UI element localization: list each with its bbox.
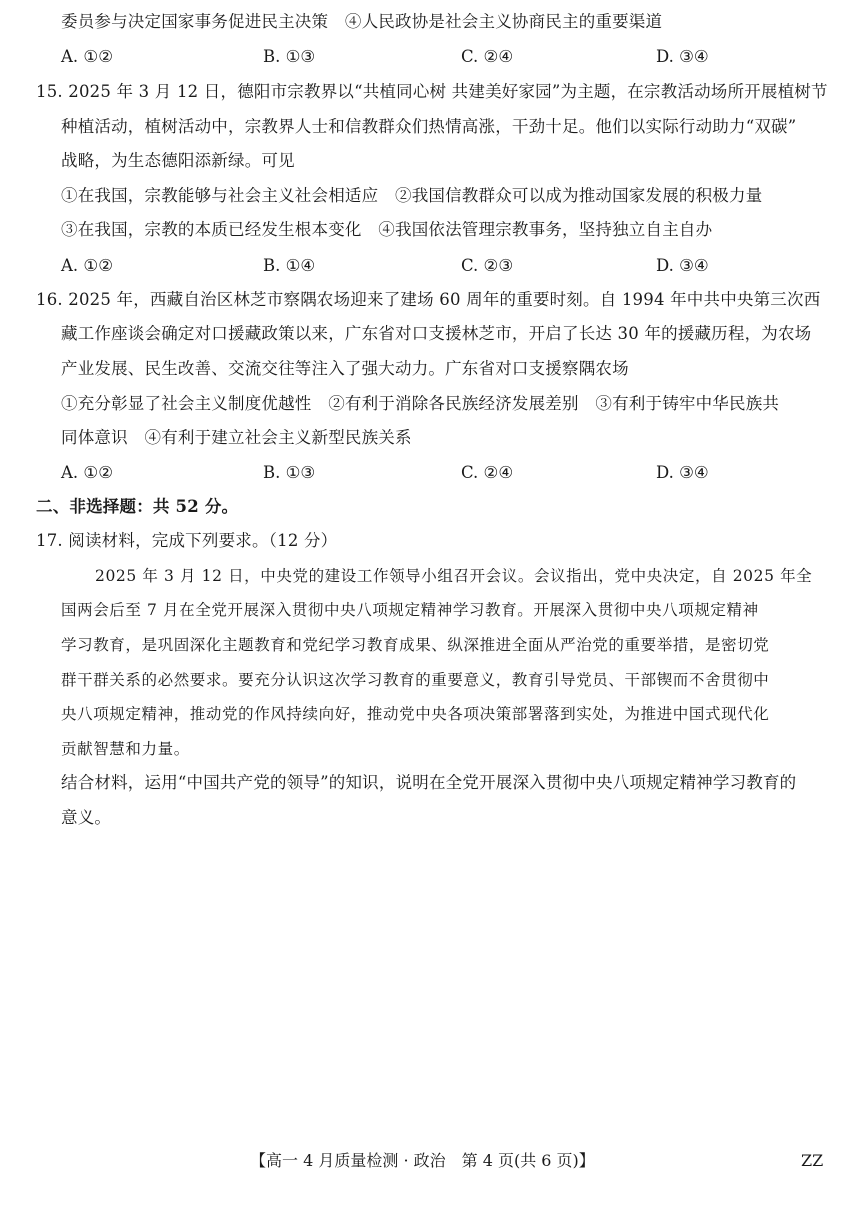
page-footer <box>0 1150 860 1174</box>
q15-stem-line-1: 15. 2025 年 3 月 12 日，德阳市宗教界以“共植同心树 共建美好家园”为主题，在宗教活动场所开展植树节 <box>36 82 828 101</box>
q16-option-b: B. ①③ <box>263 463 316 482</box>
q14-statement-line: 委员参与决定国家事务促进民主决策 ④人民政协是社会主义协商民主的重要渠道 <box>61 12 663 31</box>
q15-option-c: C. ②③ <box>461 256 514 275</box>
q14-option-b: B. ①③ <box>263 47 316 66</box>
q16-statements-line-2: 同体意识 ④有利于建立社会主义新型民族关系 <box>61 428 412 447</box>
q16-option-d: D. ③④ <box>656 463 709 482</box>
q15-statements-line-1: ①在我国，宗教能够与社会主义社会相适应 ②我国信教群众可以成为推动国家发展的积极力量 <box>61 186 763 205</box>
q17-question-line-2: 意义。 <box>61 808 112 827</box>
q17-material-line-6: 贡献智慧和力量。 <box>61 740 190 758</box>
q15-statements-line-2: ③在我国，宗教的本质已经发生根本变化 ④我国依法管理宗教事务，坚持独立自主自办 <box>61 220 713 239</box>
q16-option-a: A. ①② <box>61 463 113 482</box>
q17-material-line-2: 国两会后至 7 月在全党开展深入贯彻中央八项规定精神学习教育。开展深入贯彻中央八项规定精神 <box>61 601 759 619</box>
q16-stem-line-1: 16. 2025 年，西藏自治区林芝市察隅农场迎来了建场 60 周年的重要时刻。自 1994 年中共中央第三次西 <box>36 290 821 309</box>
section-heading: 二、非选择题：共 52 分。 <box>36 497 239 516</box>
q17-question-line-1: 结合材料，运用“中国共产党的领导”的知识，说明在全党开展深入贯彻中央八项规定精神学习教育的 <box>61 773 797 792</box>
q15-option-b: B. ①④ <box>263 256 316 275</box>
q16-stem-line-2: 藏工作座谈会确定对口援藏政策以来，广东省对口支援林芝市，开启了长达 30 年的援藏历程，为农场 <box>61 324 812 343</box>
q15-option-d: D. ③④ <box>656 256 709 275</box>
q14-option-d: D. ③④ <box>656 47 709 66</box>
footer-code: ZZ <box>801 1151 824 1170</box>
q14-options <box>61 47 821 69</box>
q17-material-line-4: 群干群关系的必然要求。要充分认识这次学习教育的重要意义，教育引导党员、干部锲而不舍贯彻中 <box>61 671 770 689</box>
q17-material-line-3: 学习教育，是巩固深化主题教育和党纪学习教育成果、纵深推进全面从严治党的重要举措，是密切党 <box>61 636 770 654</box>
q16-option-c: C. ②④ <box>461 463 514 482</box>
q17-title: 17. 阅读材料，完成下列要求。（12 分） <box>36 531 338 550</box>
q15-option-a: A. ①② <box>61 256 113 275</box>
q17-material-line-1: 2025 年 3 月 12 日，中央党的建设工作领导小组召开会议。会议指出，党中央决定，自 2025 年全 <box>95 567 813 585</box>
q17-material-line-5: 央八项规定精神，推动党的作风持续向好，推动党中央各项决策部署落到实处，为推进中国式现代化 <box>61 705 770 723</box>
q14-option-c: C. ②④ <box>461 47 514 66</box>
q15-options <box>61 256 821 278</box>
q16-statements-line-1: ①充分彰显了社会主义制度优越性 ②有利于消除各民族经济发展差别 ③有利于铸牢中华民族共 <box>61 394 780 413</box>
q15-stem-line-2: 种植活动，植树活动中，宗教界人士和信教群众们热情高涨，干劲十足。他们以实际行动助力“双碳” <box>61 117 797 136</box>
footer-page-label: 【高一 4 月质量检测 · 政治 第 4 页(共 6 页)】 <box>250 1151 595 1170</box>
q16-options <box>61 463 821 485</box>
q16-stem-line-3: 产业发展、民生改善、交流交往等注入了强大动力。广东省对口支援察隅农场 <box>61 359 629 378</box>
q15-stem-line-3: 战略，为生态德阳添新绿。可见 <box>61 151 295 170</box>
q14-option-a: A. ①② <box>61 47 113 66</box>
